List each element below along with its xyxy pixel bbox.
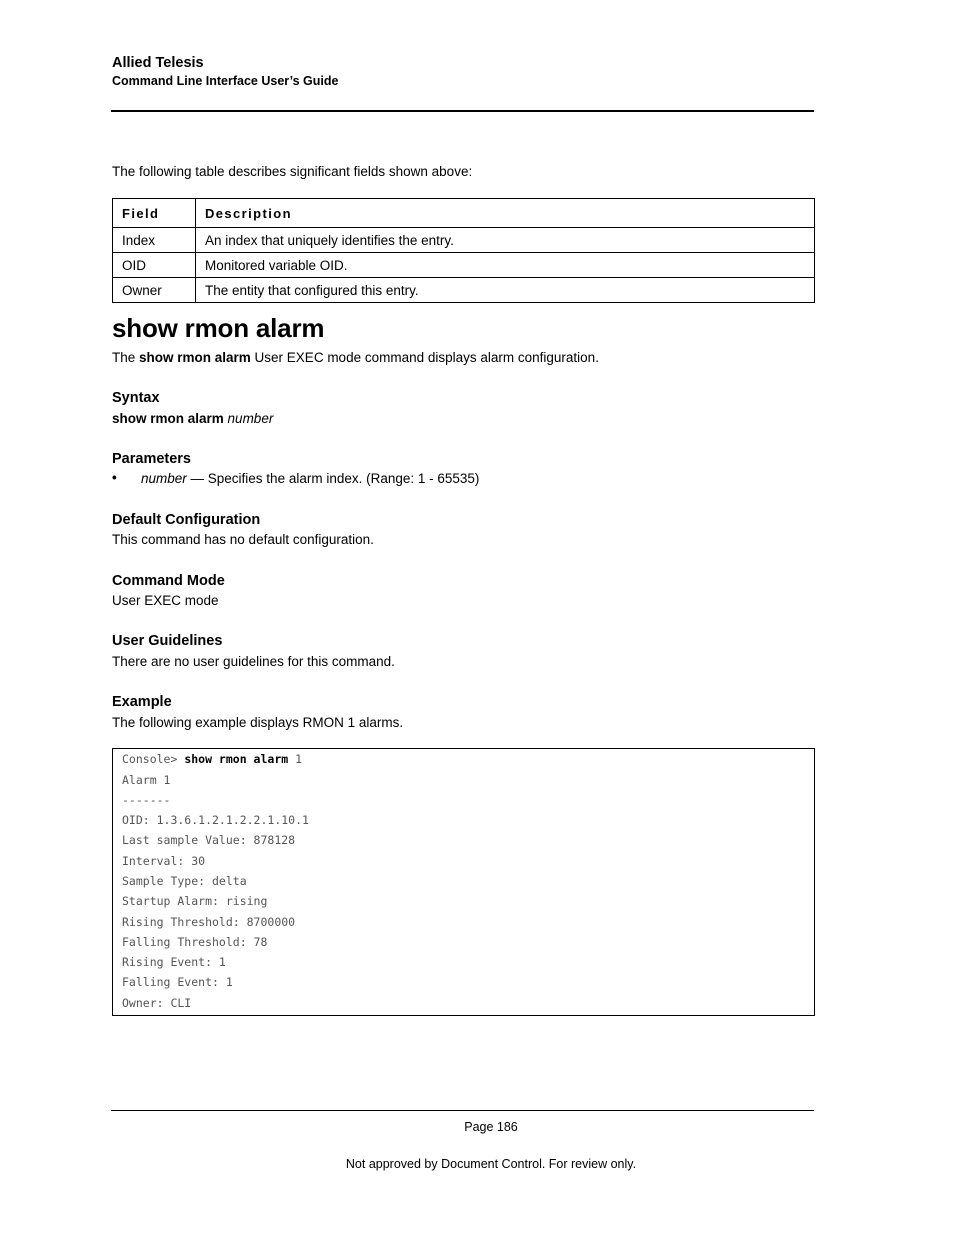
fields-table: [112, 198, 815, 303]
cell-description: Monitored variable OID.: [196, 253, 815, 278]
cell-field: Owner: [113, 278, 196, 303]
section-title: show rmon alarm: [112, 313, 325, 343]
column-header-description: Description: [196, 199, 815, 228]
code-prompt: Console>: [122, 752, 185, 766]
cell-description: An index that uniquely identifies the entry.: [196, 228, 815, 253]
section-description: [112, 350, 599, 365]
bullet: •: [112, 470, 117, 485]
syntax-arg: number: [227, 411, 274, 426]
header-company: Allied Telesis: [112, 55, 204, 71]
code-line: Falling Event: 1: [122, 975, 233, 989]
table-intro: The following table describes significant fields shown above:: [112, 164, 473, 179]
syntax-line: [112, 411, 273, 426]
code-line: OID: 1.3.6.1.2.1.2.2.1.10.1: [122, 813, 309, 827]
default-config-text: This command has no default configuration.: [112, 532, 374, 547]
example-text: The following example displays RMON 1 alarms.: [112, 715, 404, 730]
default-config-heading: Default Configuration: [112, 512, 261, 528]
header-guide-title: Command Line Interface User’s Guide: [112, 74, 339, 88]
code-line: Rising Event: 1: [122, 955, 226, 969]
code-line: Last sample Value: 878128: [122, 833, 296, 847]
code-line: Owner: CLI: [122, 996, 192, 1010]
cell-description: The entity that configured this entry.: [196, 278, 815, 303]
syntax-command: show rmon alarm: [112, 411, 224, 426]
table-row: [113, 253, 815, 278]
parameter-name: number: [141, 471, 187, 486]
code-line: Sample Type: delta: [122, 874, 247, 888]
desc-suffix: User EXEC mode command displays alarm configuration.: [250, 350, 599, 365]
review-note: Not approved by Document Control. For review only.: [345, 1157, 637, 1171]
page-number: Page 186: [464, 1120, 518, 1134]
command-mode-text: User EXEC mode: [112, 593, 219, 608]
parameter-text: — Specifies the alarm index. (Range: 1 - 65535): [186, 471, 480, 486]
code-line: Falling Threshold: 78: [122, 935, 268, 949]
parameters-heading: Parameters: [112, 451, 191, 467]
cell-field: Index: [113, 228, 196, 253]
desc-command: show rmon alarm: [139, 350, 251, 365]
code-line: Interval: 30: [122, 854, 206, 868]
footer-divider: [111, 1110, 814, 1111]
header-divider: [111, 110, 814, 112]
cell-field: OID: [113, 253, 196, 278]
code-command-line: [122, 752, 302, 766]
example-code-block: [112, 748, 815, 1016]
example-heading: Example: [112, 694, 172, 710]
command-mode-heading: Command Mode: [112, 573, 225, 589]
user-guidelines-heading: User Guidelines: [112, 633, 223, 649]
code-line: -------: [122, 793, 171, 807]
table-row: [113, 278, 815, 303]
code-arg: 1: [288, 752, 303, 766]
table-header-row: [113, 199, 815, 228]
code-line: Alarm 1: [122, 773, 171, 787]
code-line: Rising Threshold: 8700000: [122, 915, 296, 929]
user-guidelines-text: There are no user guidelines for this command.: [112, 654, 395, 669]
column-header-field: Field: [113, 199, 196, 228]
desc-prefix: The: [112, 350, 140, 365]
code-command: show rmon alarm: [184, 752, 289, 766]
code-line: Startup Alarm: rising: [122, 894, 268, 908]
syntax-heading: Syntax: [112, 390, 160, 406]
table-row: [113, 228, 815, 253]
